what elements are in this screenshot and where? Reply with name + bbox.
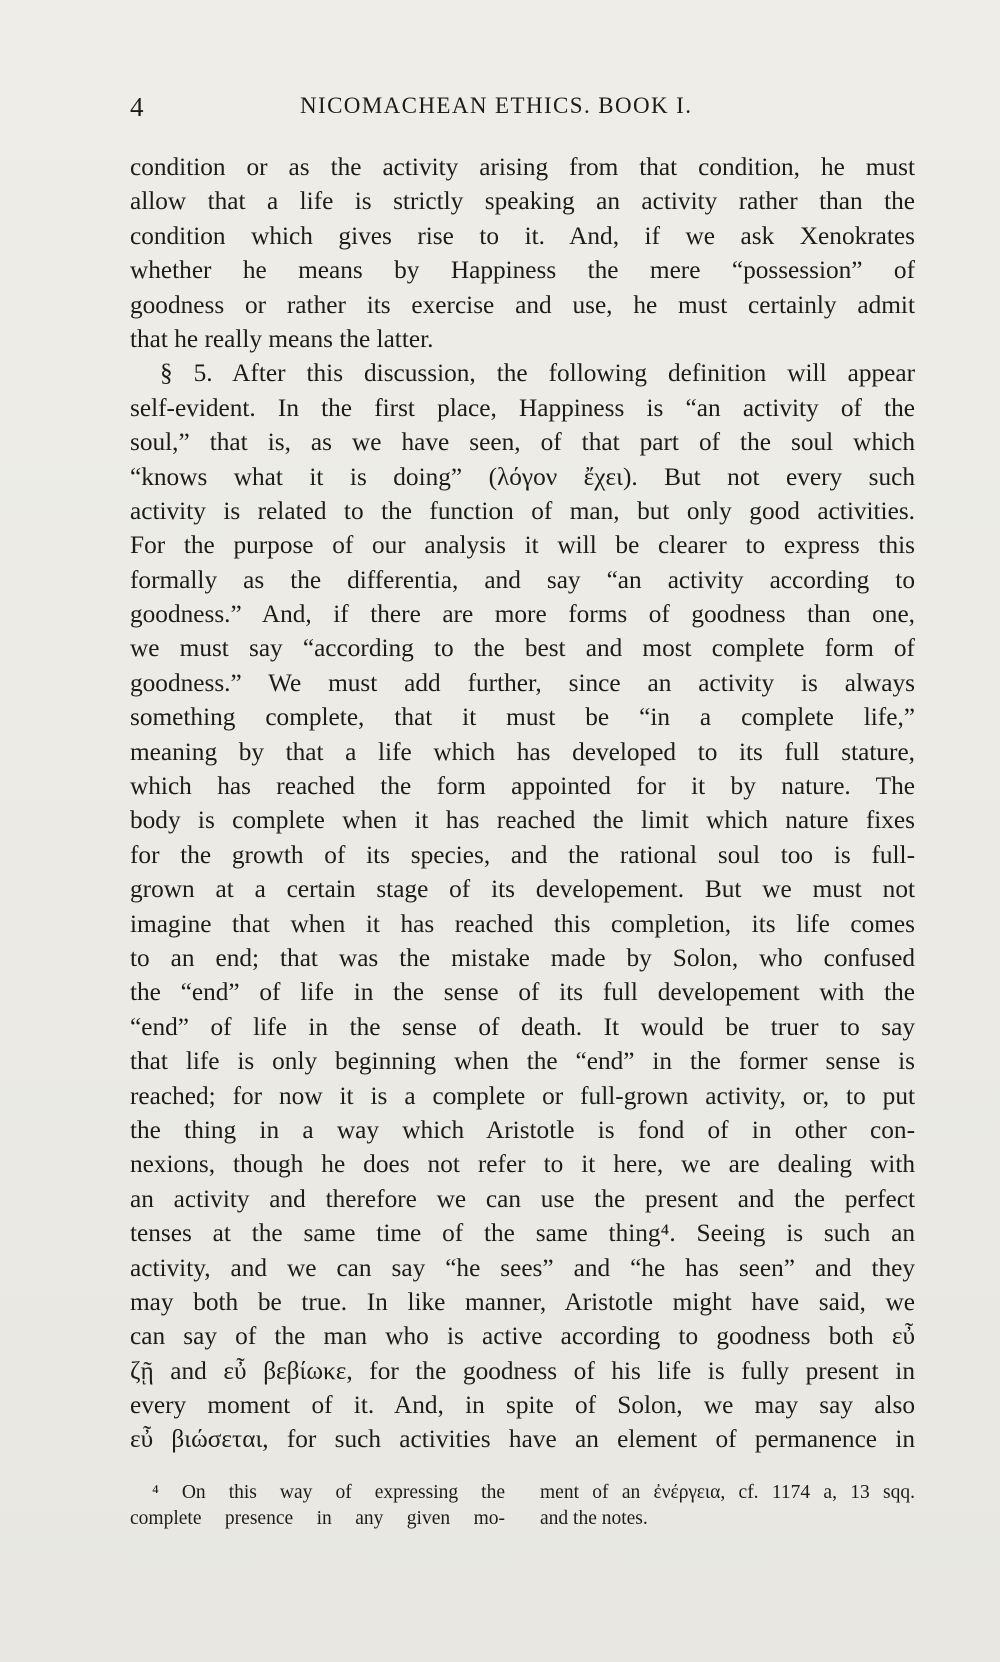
text-line: which has reached the form appointed for it by nature. The: [130, 772, 915, 801]
text-line: soul,” that is, as we have seen, of that part of the soul which: [130, 428, 915, 457]
text-line: imagine that when it has reached this completion, its life comes: [130, 909, 915, 938]
text-line: to an end; that was the mistake made by Solon, who confused: [130, 943, 915, 972]
text-line: can say of the man who is active according to goodness both εὖ: [130, 1322, 915, 1351]
footnote-right-column: [540, 1480, 915, 1532]
text-line: reached; for now it is a complete or full-grown activity, or, to put: [130, 1081, 915, 1110]
running-head: NICOMACHEAN ETHICS. BOOK I.: [300, 93, 693, 118]
footnote-line: ment of an ἐνέργεια, cf. 1174 a, 13 sqq.: [540, 1482, 915, 1503]
text-line: that life is only beginning when the “end” in the former sense is: [130, 1047, 915, 1076]
text-line: activity, and we can say “he sees” and “he has seen” and they: [130, 1253, 915, 1282]
footnote-line: complete presence in any given mo-: [130, 1508, 505, 1529]
text-line: the “end” of life in the sense of its full developement with the: [130, 978, 915, 1007]
text-line: εὖ βιώσεται, for such activities have an element of permanence in: [130, 1425, 915, 1454]
page-number: 4: [130, 92, 144, 122]
text-line: “end” of life in the sense of death. It would be truer to say: [130, 1012, 915, 1041]
text-line: the thing in a way which Aristotle is fond of in other con-: [130, 1115, 915, 1144]
body-text: [130, 150, 915, 1457]
text-line: meaning by that a life which has developed to its full stature,: [130, 737, 915, 766]
text-line: an activity and therefore we can use the present and the perfect: [130, 1184, 915, 1213]
text-line: “knows what it is doing” (λόγον ἔχει). But not every such: [130, 462, 915, 491]
text-line: may both be true. In like manner, Aristotle might have said, we: [130, 1287, 915, 1316]
text-line: goodness or rather its exercise and use, he must certainly admit: [130, 290, 915, 319]
text-line: body is complete when it has reached the limit which nature fixes: [130, 806, 915, 835]
text-line: condition which gives rise to it. And, if we ask Xenokrates: [130, 221, 915, 250]
text-line: goodness.” And, if there are more forms of goodness than one,: [130, 600, 915, 629]
text-line: condition or as the activity arising from that condition, he must: [130, 153, 915, 181]
footnote-line: and the notes.: [540, 1508, 648, 1529]
text-line: something complete, that it must be “in a complete life,”: [130, 703, 915, 732]
text-line: every moment of it. And, in spite of Solon, we may say also: [130, 1391, 915, 1420]
text-line: self-evident. In the first place, Happiness is “an activity of the: [130, 393, 915, 422]
text-line: for the growth of its species, and the rational soul too is full-: [130, 840, 915, 869]
text-line: we must say “according to the best and most complete form of: [130, 634, 915, 663]
text-line: goodness.” We must add further, since an activity is always: [130, 668, 915, 697]
text-line: nexions, though he does not refer to it here, we are dealing with: [130, 1150, 915, 1179]
text-line: ζῇ and εὖ βεβίωκε, for the goodness of his life is fully present in: [130, 1356, 915, 1385]
text-line: For the purpose of our analysis it will be clearer to express this: [130, 531, 915, 560]
text-line: tenses at the same time of the same thing⁴. Seeing is such an: [130, 1219, 915, 1248]
text-line: that he really means the latter.: [130, 324, 434, 353]
text-line: formally as the differentia, and say “an activity according to: [130, 565, 915, 594]
text-line: whether he means by Happiness the mere “possession” of: [130, 256, 915, 285]
text-line: grown at a certain stage of its developement. But we must not: [130, 875, 915, 904]
text-line: activity is related to the function of man, but only good activities.: [130, 496, 915, 525]
footnote-left-column: [130, 1480, 505, 1532]
footnote-line: ⁴ On this way of expressing the: [152, 1482, 505, 1503]
text-line: allow that a life is strictly speaking an activity rather than the: [130, 187, 915, 216]
page-header: [130, 92, 915, 128]
footnotes: [130, 1480, 915, 1532]
text-line: § 5. After this discussion, the following definition will appear: [160, 359, 915, 388]
